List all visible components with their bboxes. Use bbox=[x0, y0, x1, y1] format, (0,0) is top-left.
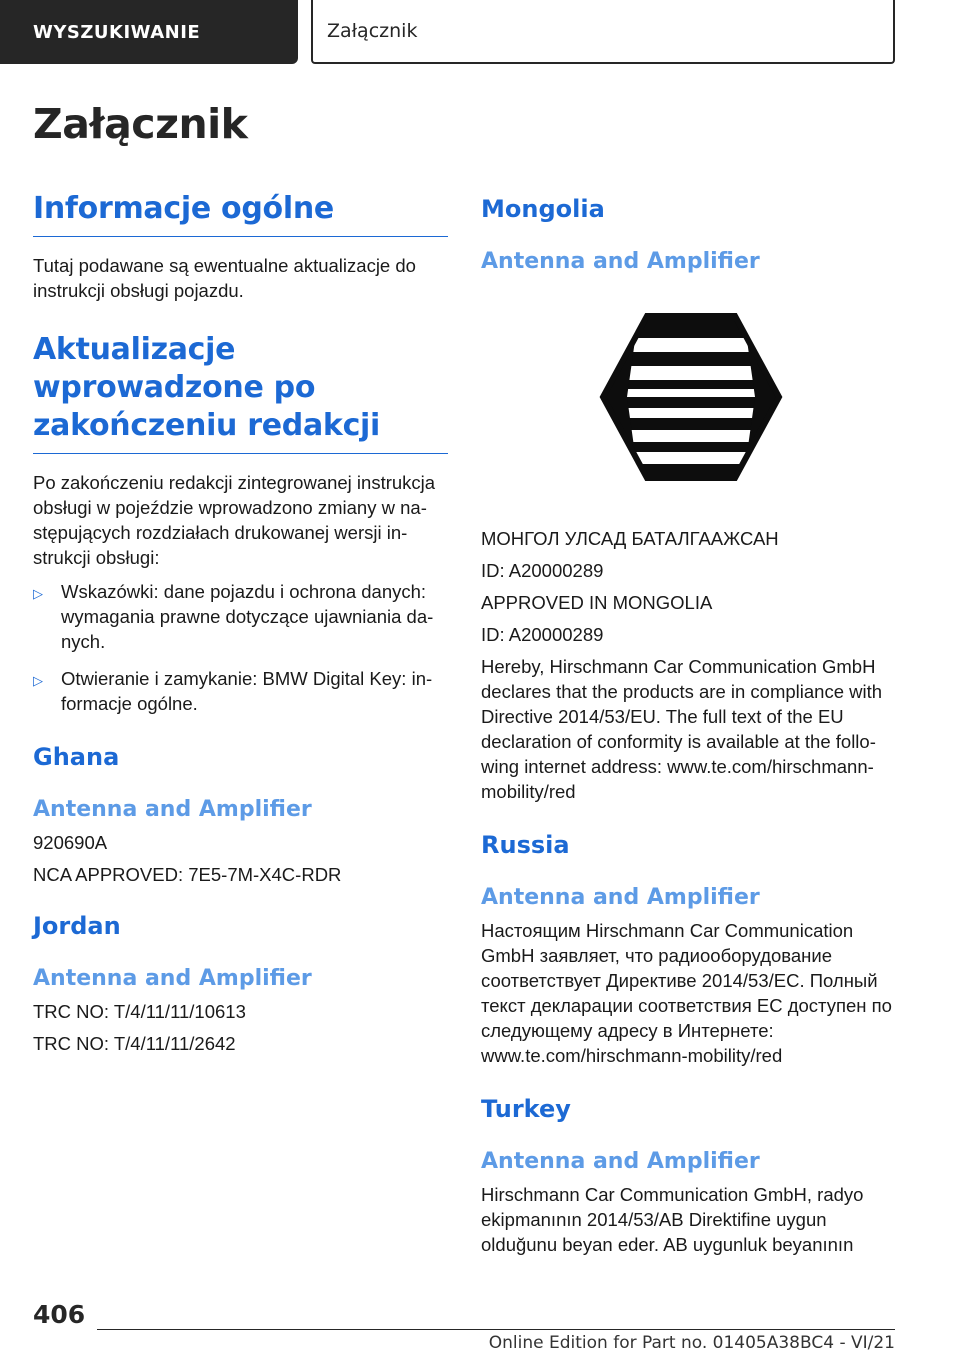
search-tab[interactable]: WYSZUKIWANIE bbox=[0, 0, 298, 64]
mongolia-declaration: Hereby, Hirschmann Car Communication GmbH declares that the products are in compliance with Directive 2014/53/EU. The full text of the EU declaration of conformity is available at the following internet address: www.te.com/hirschmann-mobility/red bbox=[481, 656, 883, 802]
russia-subheading: Antenna and Amplifier bbox=[481, 885, 760, 910]
mongolia-line: ID: A20000289 bbox=[481, 624, 604, 645]
bullet-item bbox=[33, 666, 448, 716]
triangle-bullet-icon: ▷ bbox=[33, 673, 43, 688]
page-number: 406 bbox=[33, 1300, 86, 1329]
bullet-text: Otwieranie i zamykanie: BMW Digital Key: informacje ogólne. bbox=[61, 668, 433, 714]
general-text: Tutaj podawane są ewentualne aktualizacje do instrukcji obsługi pojazdu. bbox=[33, 255, 416, 301]
right-column bbox=[481, 190, 901, 1257]
top-navigation bbox=[0, 0, 960, 66]
mongolia-certification-logo-icon bbox=[599, 312, 783, 482]
ghana-line: 920690A bbox=[33, 832, 108, 853]
mongolia-heading: Mongolia bbox=[481, 195, 605, 223]
jordan-heading: Jordan bbox=[33, 912, 121, 940]
updates-heading: Aktualizacje wprowadzone po zakończeniu redakcji bbox=[33, 331, 448, 454]
mongolia-line: APPROVED IN MONGOLIA bbox=[481, 592, 713, 613]
ghana-line: NCA APPROVED: 7E5-7M-X4C-RDR bbox=[33, 864, 342, 885]
turkey-heading: Turkey bbox=[481, 1095, 571, 1123]
jordan-line: TRC NO: T/4/11/11/2642 bbox=[33, 1033, 236, 1054]
updates-text: Po zakończeniu redakcji zintegrowanej instrukcja obsługi w pojeździe wprowadzono zmiany w następujących rozdziałach drukowanej wersji instrukcji obsługi: bbox=[33, 472, 436, 568]
ghana-subheading: Antenna and Amplifier bbox=[33, 797, 312, 822]
turkey-subheading: Antenna and Amplifier bbox=[481, 1149, 760, 1174]
russia-text: Настоящим Hirschmann Car Communication GmbH заявляет, что радиооборудование соответствует Директиве 2014/53/ЕС. Полный текст декларации соответствия ЕС доступен по следующему адресу в Интернете: www.te.com/hirschmann-mobility/red bbox=[481, 920, 892, 1066]
russia-heading: Russia bbox=[481, 831, 570, 859]
ghana-heading: Ghana bbox=[33, 743, 120, 771]
bullet-item bbox=[33, 579, 448, 654]
left-column bbox=[33, 190, 448, 1056]
general-heading: Informacje ogólne bbox=[33, 190, 448, 237]
turkey-text: Hirschmann Car Communication GmbH, radyo ekipmanının 2014/53/AB Direktifine uygun olduğunu beyan eder. AB uygunluk beyanının bbox=[481, 1184, 864, 1255]
mongolia-subheading: Antenna and Amplifier bbox=[481, 249, 760, 274]
footer-divider bbox=[97, 1329, 895, 1330]
jordan-subheading: Antenna and Amplifier bbox=[33, 966, 312, 991]
page-title: Załącznik bbox=[33, 100, 248, 148]
mongolia-certification-logo-icon bbox=[481, 312, 901, 482]
edition-note: Online Edition for Part no. 01405A38BC4 - VI/21 bbox=[488, 1333, 895, 1353]
jordan-line: TRC NO: T/4/11/11/10613 bbox=[33, 1001, 246, 1022]
triangle-bullet-icon: ▷ bbox=[33, 586, 43, 601]
mongolia-line: ID: A20000289 bbox=[481, 560, 604, 581]
chapter-tab[interactable]: Załącznik bbox=[311, 0, 895, 64]
bullet-text: Wskazówki: dane pojazdu i ochrona danych: wymagania prawne dotyczące ujawniania danych. bbox=[61, 581, 434, 652]
mongolia-line: МОНГОЛ УЛСАД БАТАЛГААЖСАН bbox=[481, 528, 779, 549]
